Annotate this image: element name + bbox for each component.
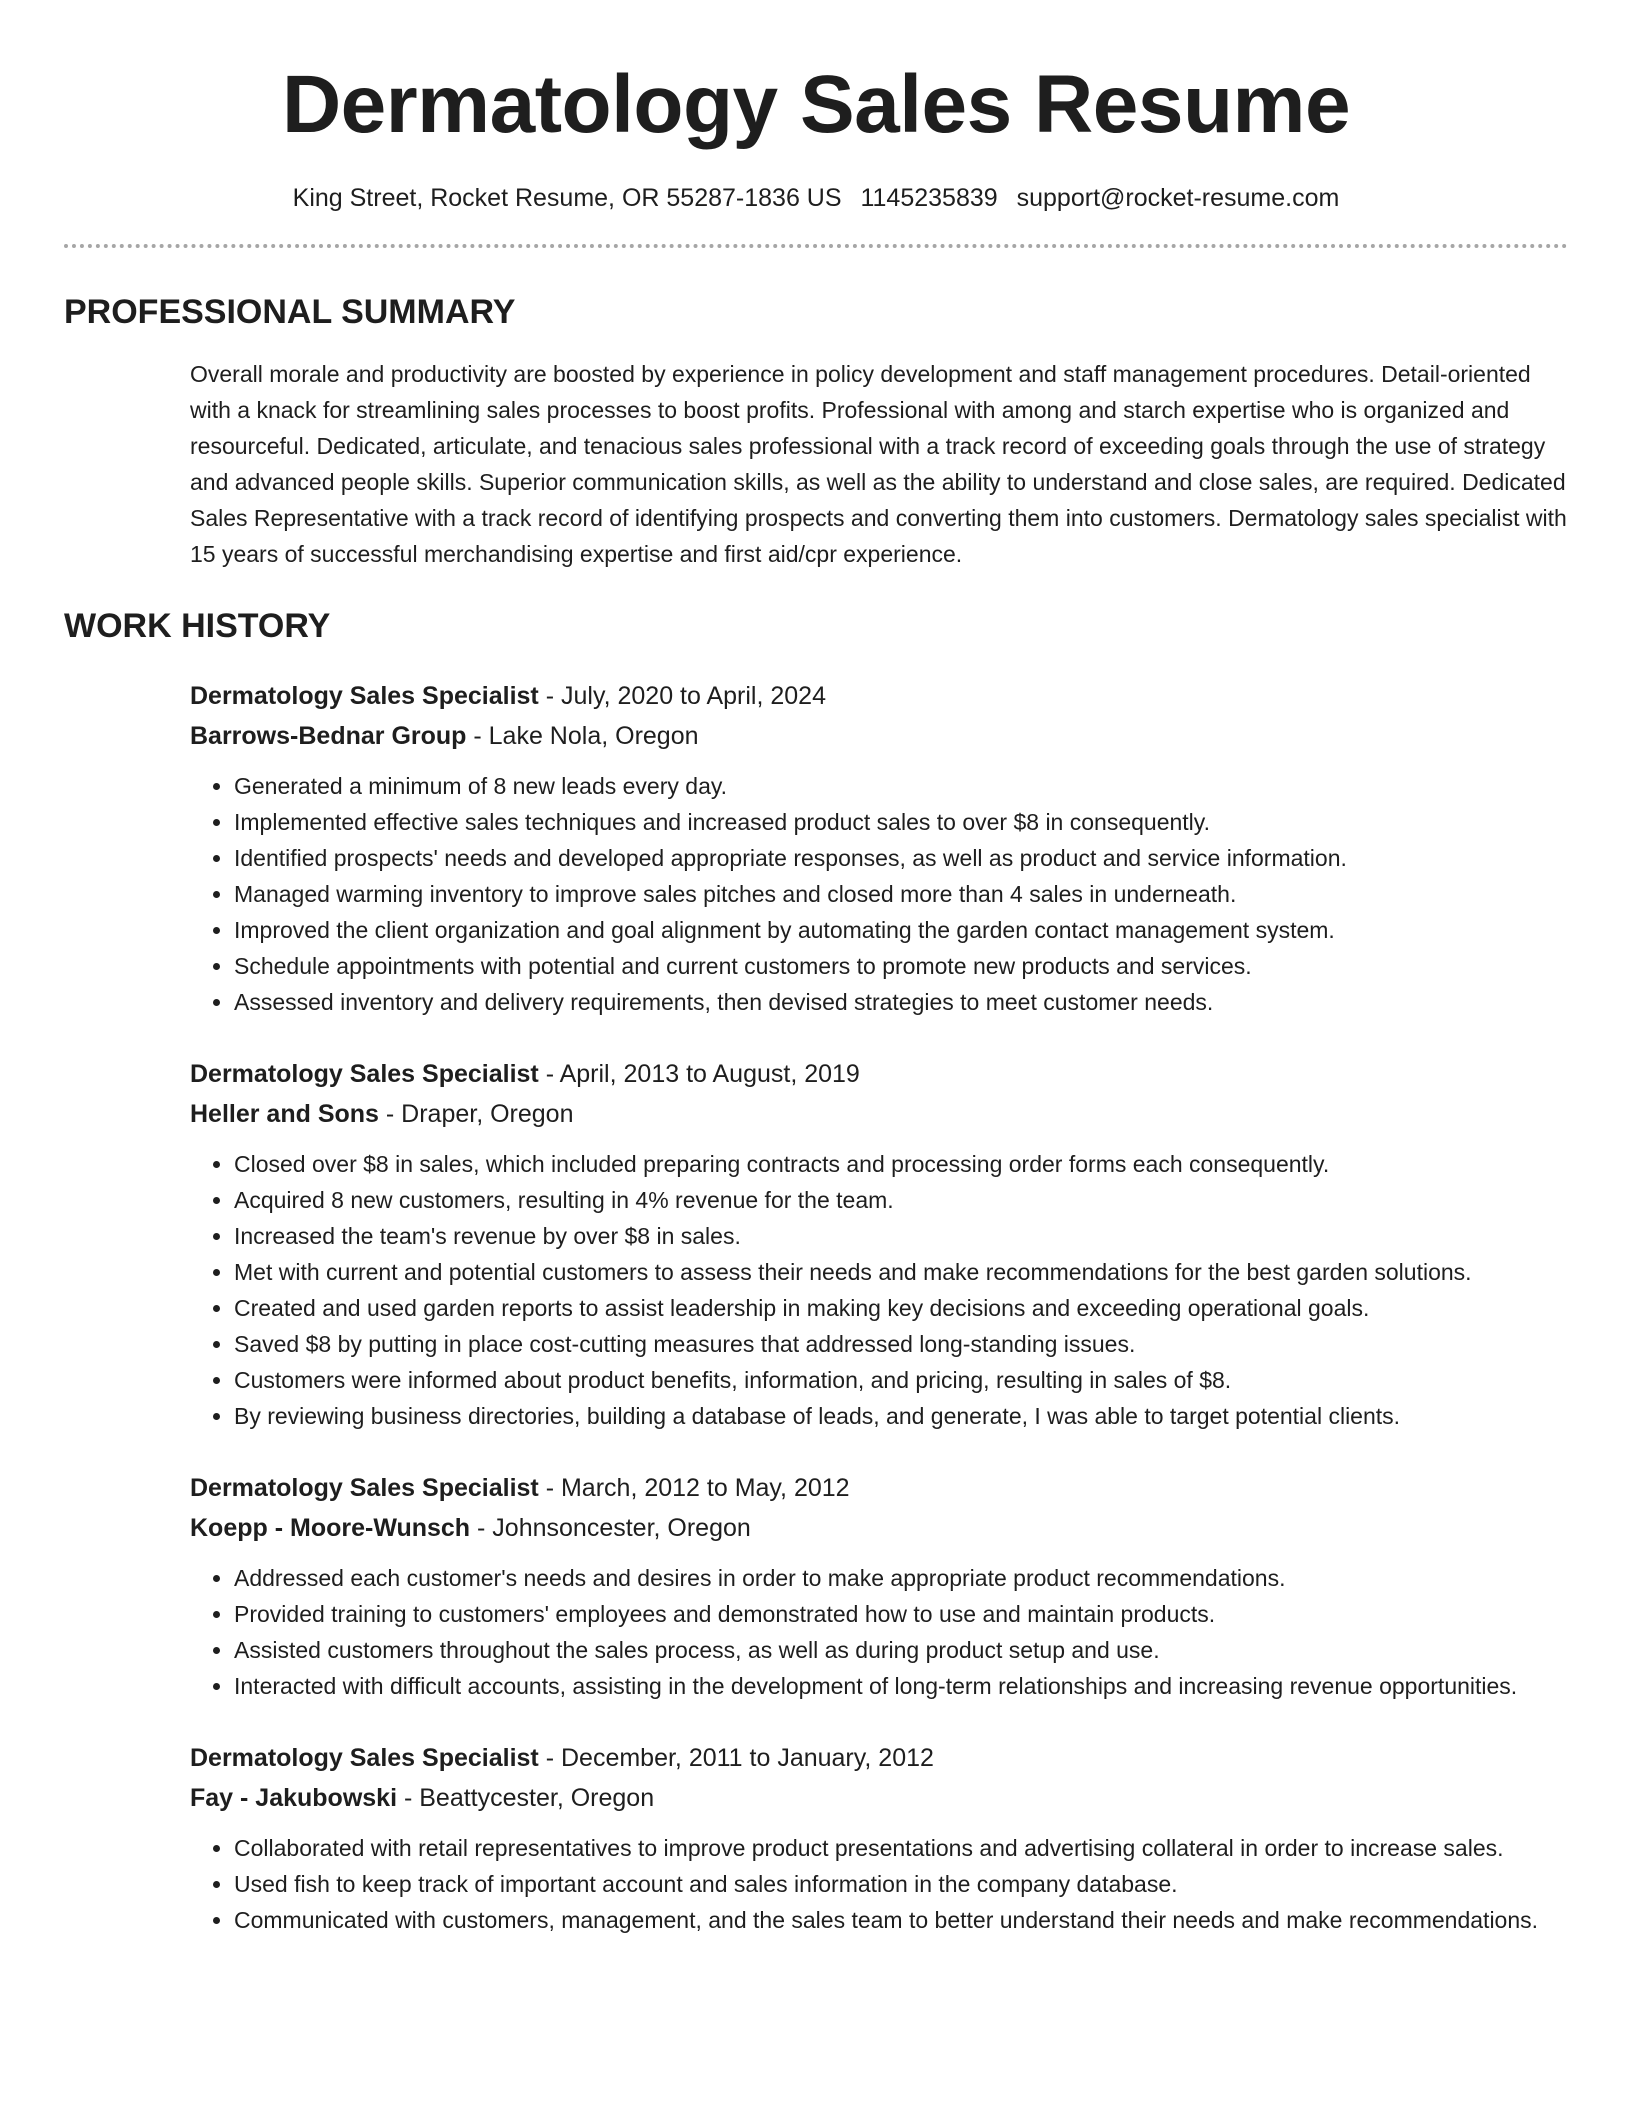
job-company: Heller and Sons xyxy=(190,1100,379,1128)
job-company: Koepp - Moore-Wunsch xyxy=(190,1514,471,1542)
job-bullet: • Used fish to keep track of important account and sales information in the company database. xyxy=(234,1866,1568,1902)
work-history-heading: WORK HISTORY xyxy=(64,607,331,645)
job-bullet: • Provided training to customers' employees and demonstrated how to use and maintain products. xyxy=(234,1596,1568,1632)
job-location: - Lake Nola, Oregon xyxy=(466,722,699,750)
job-bullet: • Created and used garden reports to assist leadership in making key decisions and exceeding operational goals. xyxy=(234,1290,1568,1326)
job-title: Dermatology Sales Specialist xyxy=(190,1474,539,1502)
job-dates: - March, 2012 to May, 2012 xyxy=(538,1474,850,1502)
job-title: Dermatology Sales Specialist xyxy=(190,1060,539,1088)
summary-text: Overall morale and productivity are boosted by experience in policy development and staff management procedures. Detail-oriented with a knack for streamlining sales processes to boost profits. Professional with among and starch expertise who is organized and resourceful. Dedicated, articulate, and tenacious sales professional with a track record of exceeding goals through the use of strategy and advanced people skills. Superior communication skills, as well as the ability to understand and close sales, are required. Dedicated Sales Representative with a track record of identifying prospects and converting them into customers. Dermatology sales specialist with 15 years of successful merchandising expertise and first aid/cpr experience. xyxy=(190,361,1567,567)
job-bullet: • Customers were informed about product benefits, information, and pricing, resulting in sales of $8. xyxy=(234,1362,1568,1398)
job-title: Dermatology Sales Specialist xyxy=(190,1744,539,1772)
resume-page xyxy=(64,0,1568,1938)
job-bullets xyxy=(190,1146,1568,1434)
job-bullet: • Generated a minimum of 8 new leads every day. xyxy=(234,768,1568,804)
job-bullet: • Schedule appointments with potential and current customers to promote new products and services. xyxy=(234,948,1568,984)
job-bullet: • Addressed each customer's needs and desires in order to make appropriate product recommendations. xyxy=(234,1560,1568,1596)
contact-address: King Street, Rocket Resume, OR 55287-1836 US xyxy=(292,184,842,212)
job-bullet: • Improved the client organization and goal alignment by automating the garden contact management system. xyxy=(234,912,1568,948)
resume-title: Dermatology Sales Resume xyxy=(281,59,1351,150)
job-bullet: • Implemented effective sales techniques and increased product sales to over $8 in consequently. xyxy=(234,804,1568,840)
job-entry xyxy=(190,1468,1568,1704)
job-bullet: • Interacted with difficult accounts, assisting in the development of long-term relationships and increasing revenue opportunities. xyxy=(234,1668,1568,1704)
job-bullet: • Closed over $8 in sales, which included preparing contracts and processing order forms each consequently. xyxy=(234,1146,1568,1182)
job-location: - Beattycester, Oregon xyxy=(397,1784,655,1812)
job-bullet: • Managed warming inventory to improve sales pitches and closed more than 4 sales in underneath. xyxy=(234,876,1568,912)
job-bullet: • Collaborated with retail representatives to improve product presentations and advertising collateral in order to increase sales. xyxy=(234,1830,1568,1866)
contact-phone: 1145235839 xyxy=(860,184,998,212)
job-bullet: • By reviewing business directories, building a database of leads, and generate, I was able to target potential clients. xyxy=(234,1398,1568,1434)
job-company-line xyxy=(190,716,1568,756)
job-entry xyxy=(190,1054,1568,1434)
job-title-line xyxy=(190,1054,1568,1094)
job-dates: - July, 2020 to April, 2024 xyxy=(538,682,826,710)
job-dates: - December, 2011 to January, 2012 xyxy=(538,1744,934,1772)
job-bullets xyxy=(190,768,1568,1020)
job-bullet: • Increased the team's revenue by over $8 in sales. xyxy=(234,1218,1568,1254)
header-divider xyxy=(64,244,1568,248)
job-company: Fay - Jakubowski xyxy=(190,1784,398,1812)
job-bullets xyxy=(190,1830,1568,1938)
job-bullets xyxy=(190,1560,1568,1704)
job-dates: - April, 2013 to August, 2019 xyxy=(538,1060,860,1088)
contact-line xyxy=(64,182,1568,214)
job-title: Dermatology Sales Specialist xyxy=(190,682,539,710)
job-location: - Johnsoncester, Oregon xyxy=(470,1514,751,1542)
summary-heading: PROFESSIONAL SUMMARY xyxy=(64,293,516,331)
job-company-line xyxy=(190,1508,1568,1548)
job-company-line xyxy=(190,1778,1568,1818)
job-title-line xyxy=(190,1738,1568,1778)
job-title-line xyxy=(190,676,1568,716)
job-company: Barrows-Bednar Group xyxy=(190,722,467,750)
job-title-line xyxy=(190,1468,1568,1508)
job-bullet: • Acquired 8 new customers, resulting in 4% revenue for the team. xyxy=(234,1182,1568,1218)
job-bullet: • Assessed inventory and delivery requirements, then devised strategies to meet customer needs. xyxy=(234,984,1568,1020)
job-entry xyxy=(190,676,1568,1020)
job-bullet: • Identified prospects' needs and developed appropriate responses, as well as product and service information. xyxy=(234,840,1568,876)
contact-email: support@rocket-resume.com xyxy=(1016,184,1340,212)
job-bullet: • Communicated with customers, management, and the sales team to better understand their needs and make recommendations. xyxy=(234,1902,1568,1938)
job-location: - Draper, Oregon xyxy=(378,1100,574,1128)
job-bullet: • Assisted customers throughout the sales process, as well as during product setup and use. xyxy=(234,1632,1568,1668)
job-bullet: • Met with current and potential customers to assess their needs and make recommendations for the best garden solutions. xyxy=(234,1254,1568,1290)
job-entry xyxy=(190,1738,1568,1938)
job-company-line xyxy=(190,1094,1568,1134)
job-bullet: • Saved $8 by putting in place cost-cutting measures that addressed long-standing issues. xyxy=(234,1326,1568,1362)
